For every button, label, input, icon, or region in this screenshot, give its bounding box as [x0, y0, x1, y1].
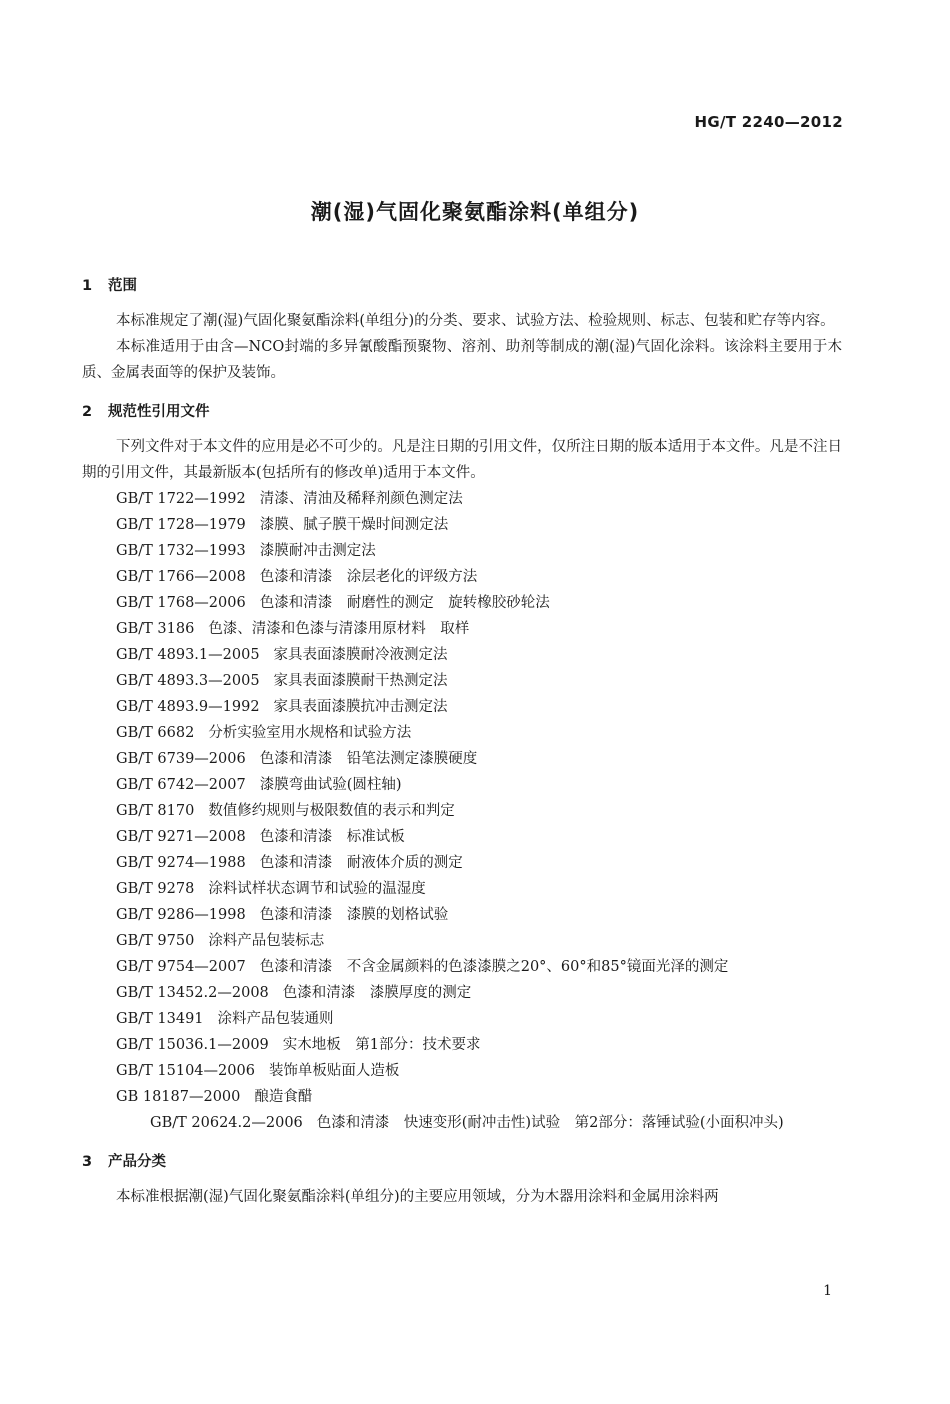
reference-item: [82, 538, 842, 564]
reference-code: GB 18187—2000: [116, 1089, 241, 1105]
reference-code: GB/T 1732—1993: [116, 543, 246, 559]
reference-code: GB/T 9286—1998: [116, 907, 246, 923]
reference-item: [82, 564, 842, 590]
reference-list: [82, 486, 842, 1136]
standard-code: HG/T 2240—2012: [694, 113, 843, 131]
reference-code: GB/T 8170: [116, 803, 195, 819]
document-title: 潮(湿)气固化聚氨酯涂料(单组分): [310, 200, 640, 224]
section-title: 产品分类: [108, 1154, 166, 1170]
reference-code: GB/T 20624.2—2006: [150, 1115, 303, 1131]
reference-item: [82, 720, 842, 746]
reference-item: [82, 746, 842, 772]
reference-title: 分析实验室用水规格和试验方法: [208, 725, 412, 741]
section-number: 1: [82, 278, 93, 294]
reference-item: [82, 850, 842, 876]
reference-code: GB/T 1722—1992: [116, 491, 246, 507]
section-title: 规范性引用文件: [108, 404, 210, 420]
reference-title: 色漆和清漆 涂层老化的评级方法: [259, 569, 478, 585]
reference-code: GB/T 15036.1—2009: [116, 1037, 269, 1053]
reference-item: [82, 1032, 842, 1058]
reference-item: [82, 1110, 842, 1136]
reference-title: 色漆和清漆 快速变形(耐冲击性)试验 第2部分：落锤试验(小面积冲头): [316, 1115, 784, 1131]
reference-title: 涂料试样状态调节和试验的温湿度: [208, 881, 426, 897]
reference-item: [82, 694, 842, 720]
reference-title: 色漆和清漆 漆膜厚度的测定: [282, 985, 472, 1001]
reference-title: 涂料产品包装标志: [208, 933, 325, 949]
reference-item: [82, 1006, 842, 1032]
reference-code: GB/T 6742—2007: [116, 777, 246, 793]
reference-code: GB/T 1728—1979: [116, 517, 246, 533]
reference-code: GB/T 4893.9—1992: [116, 699, 260, 715]
reference-code: GB/T 9750: [116, 933, 195, 949]
reference-code: GB/T 6682: [116, 725, 195, 741]
reference-item: [82, 668, 842, 694]
reference-code: GB/T 15104—2006: [116, 1063, 255, 1079]
section-3-heading: [82, 1148, 842, 1176]
reference-item: [82, 616, 842, 642]
reference-code: GB/T 9274—1988: [116, 855, 246, 871]
reference-item: [82, 876, 842, 902]
reference-item: [82, 824, 842, 850]
reference-code: GB/T 4893.3—2005: [116, 673, 260, 689]
reference-code: GB/T 9754—2007: [116, 959, 246, 975]
references-intro: 下列文件对于本文件的应用是必不可少的。凡是注日期的引用文件，仅所注日期的版本适用于本文件。凡是不注日期的引用文件，其最新版本(包括所有的修改单)适用于本文件。: [82, 439, 842, 481]
reference-code: GB/T 9271—2008: [116, 829, 246, 845]
reference-item: [82, 1084, 842, 1110]
reference-title: 家具表面漆膜耐冷液测定法: [273, 647, 448, 663]
reference-title: 涂料产品包装通则: [217, 1011, 334, 1027]
section-number: 3: [82, 1154, 93, 1170]
reference-code: GB/T 1768—2006: [116, 595, 246, 611]
reference-title: 色漆和清漆 铅笔法测定漆膜硬度: [259, 751, 478, 767]
scope-paragraph-2: 本标准适用于由含—NCO封端的多异氰酸酯预聚物、溶剂、助剂等制成的潮(湿)气固化涂料。该涂料主要用于木质、金属表面等的保护及装饰。: [82, 339, 842, 381]
section-1-heading: [82, 272, 842, 300]
reference-item: [82, 1058, 842, 1084]
reference-title: 装饰单板贴面人造板: [268, 1063, 400, 1079]
reference-item: [82, 772, 842, 798]
reference-title: 清漆、清油及稀释剂颜色测定法: [259, 491, 463, 507]
reference-item: [82, 928, 842, 954]
reference-code: GB/T 1766—2008: [116, 569, 246, 585]
reference-item: [82, 486, 842, 512]
reference-title: 色漆、清漆和色漆与清漆用原材料 取样: [208, 621, 470, 637]
scope-paragraph-1: 本标准规定了潮(湿)气固化聚氨酯涂料(单组分)的分类、要求、试验方法、检验规则、标志、包装和贮存等内容。: [116, 313, 835, 329]
document-body: [82, 272, 842, 1210]
reference-title: 色漆和清漆 漆膜的划格试验: [259, 907, 449, 923]
reference-item: [82, 642, 842, 668]
reference-title: 漆膜弯曲试验(圆柱轴): [259, 777, 402, 793]
section-title: 范围: [108, 278, 137, 294]
classification-paragraph-1: 本标准根据潮(湿)气固化聚氨酯涂料(单组分)的主要应用领域，分为木器用涂料和金属用涂料两: [116, 1189, 719, 1205]
reference-item: [82, 512, 842, 538]
page-number: 1: [823, 1283, 832, 1299]
section-2-heading: [82, 398, 842, 426]
reference-title: 色漆和清漆 标准试板: [259, 829, 405, 845]
reference-code: GB/T 13491: [116, 1011, 204, 1027]
reference-item: [82, 980, 842, 1006]
reference-item: [82, 798, 842, 824]
reference-title: 实木地板 第1部分：技术要求: [282, 1037, 481, 1053]
reference-code: GB/T 9278: [116, 881, 195, 897]
reference-title: 家具表面漆膜抗冲击测定法: [273, 699, 448, 715]
reference-title: 色漆和清漆 耐磨性的测定 旋转橡胶砂轮法: [259, 595, 550, 611]
reference-code: GB/T 4893.1—2005: [116, 647, 260, 663]
reference-code: GB/T 3186: [116, 621, 195, 637]
reference-title: 漆膜、腻子膜干燥时间测定法: [259, 517, 449, 533]
reference-title: 色漆和清漆 耐液体介质的测定: [259, 855, 463, 871]
reference-item: [82, 902, 842, 928]
reference-title: 酿造食醋: [254, 1089, 313, 1105]
reference-title: 家具表面漆膜耐干热测定法: [273, 673, 448, 689]
reference-item: [82, 590, 842, 616]
section-number: 2: [82, 404, 93, 420]
reference-code: GB/T 13452.2—2008: [116, 985, 269, 1001]
reference-code: GB/T 6739—2006: [116, 751, 246, 767]
reference-title: 色漆和清漆 不含金属颜料的色漆漆膜之20°、60°和85°镜面光泽的测定: [259, 959, 729, 975]
reference-item: [82, 954, 842, 980]
reference-title: 数值修约规则与极限数值的表示和判定: [208, 803, 455, 819]
reference-title: 漆膜耐冲击测定法: [259, 543, 376, 559]
